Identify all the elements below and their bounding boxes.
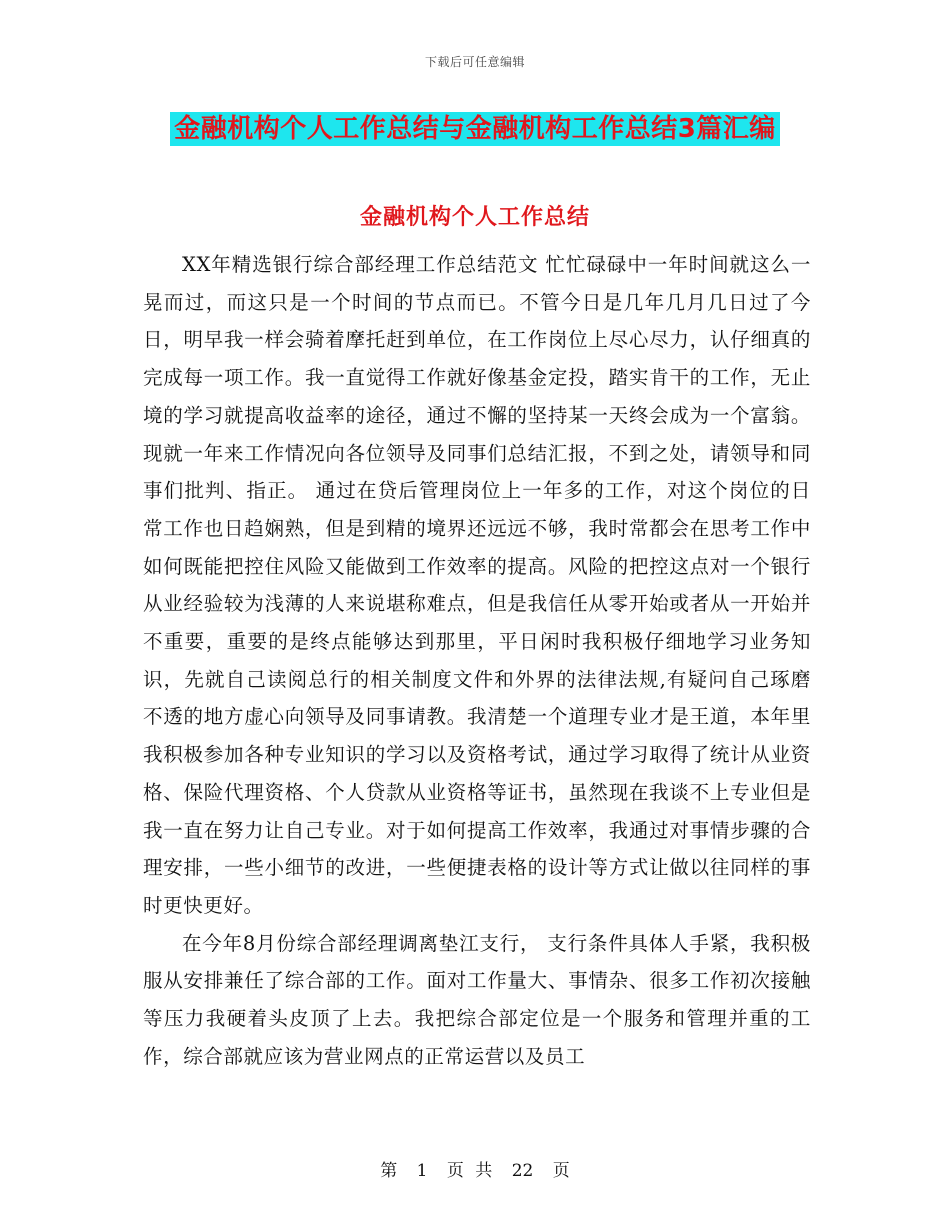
document-title: 金融机构个人工作总结与金融机构工作总结3篇汇编 xyxy=(170,112,780,146)
footer-label-page: 第 xyxy=(380,1161,398,1181)
page-footer xyxy=(0,1156,950,1181)
footer-label-of: 页 共 xyxy=(446,1161,493,1181)
header-note: 下载后可任意编辑 xyxy=(424,55,525,69)
paragraph: 在今年8月份综合部经理调离垫江支行， 支行条件具体人手紧，我积极服从安排兼任了综合部的工作。面对工作量大、事情杂、很多工作初次接触等压力我硬着头皮顶了上去。我把综合部定位是一个服务和管理并重的工作，综合部就应该为营业网点的正常运营以及员工 xyxy=(143,931,811,1068)
paragraph: XX年精选银行综合部经理工作总结范文 忙忙碌碌中一年时间就这么一晃而过，而这只是一个时间的节点而已。不管今日是几年几月几日过了今日，明早我一样会骑着摩托赶到单位，在工作岗位上尽心尽力，认仔细真的完成每一项工作。我一直觉得工作就好像基金定投，踏实肯干的工作，无止境的学习就提高收益率的途径，通过不懈的坚持某一天终会成为一个富翁。现就一年来工作情况向各位领导及同事们总结汇报，不到之处，请领导和同事们批判、指正。 通过在贷后管理岗位上一年多的工作，对这个岗位的日常工作也日趋娴熟，但是到精的境界还远远不够，我时常都会在思考工作中如何既能把控住风险又能做到工作效率的提高。风险的把控这点对一个银行从业经验较为浅薄的人来说堪称难点，但是我信任从零开始或者从一开始并不重要，重要的是终点能够达到那里，平日闲时我积极仔细地学习业务知识，先就自己读阅总行的相关制度文件和外界的法律法规,有疑问自己琢磨不透的地方虚心向领导及同事请教。我清楚一个道理专业才是王道，本年里我积极参加各种专业知识的学习以及资格考试，通过学习取得了统计从业资格、保险代理资格、个人贷款从业资格等证书，虽然现在我谈不上专业但是我一直在努力让自己专业。对于如何提高工作效率，我通过对事情步骤的合理安排，一些小细节的改进，一些便捷表格的设计等方式让做以往同样的事时更快更好。 xyxy=(143,253,811,917)
footer-current-page: 1 xyxy=(416,1161,428,1181)
footer-total-pages: 22 xyxy=(511,1161,534,1181)
document-title-container xyxy=(0,112,950,146)
section-title: 金融机构个人工作总结 xyxy=(359,205,590,230)
footer-label-end: 页 xyxy=(552,1161,570,1181)
body-text xyxy=(143,246,811,1075)
